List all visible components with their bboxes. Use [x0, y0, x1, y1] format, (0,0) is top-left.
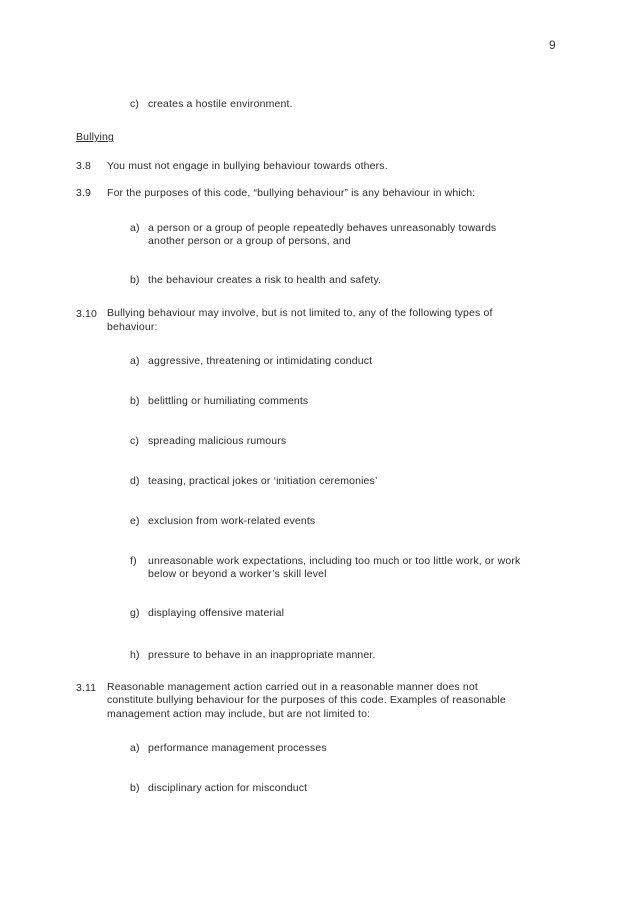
list-item-text: displaying offensive material [148, 607, 285, 619]
list-item-text: disciplinary action for misconduct [148, 782, 308, 794]
list-item-letter: a) [130, 355, 140, 367]
list-item-text: the behaviour creates a risk to health and safety. [148, 274, 382, 286]
page-number: 9 [549, 38, 556, 52]
list-item-letter: b) [130, 782, 140, 794]
list-item-letter: f) [130, 555, 137, 567]
list-item-text: aggressive, threatening or intimidating conduct [148, 355, 373, 367]
paragraph-text: Reasonable management action carried out in a reasonable manner does not [107, 681, 478, 693]
paragraph-text: For the purposes of this code, “bullying behaviour” is any behaviour in which: [107, 187, 476, 199]
section-heading: Bullying [76, 131, 114, 143]
paragraph-text: You must not engage in bullying behaviour towards others. [107, 160, 388, 172]
list-item-text: belittling or humiliating comments [148, 395, 309, 407]
list-item-letter: g) [130, 607, 140, 619]
list-item-letter: c) [130, 98, 140, 110]
paragraph-number: 3.10 [76, 308, 98, 320]
list-item-letter: e) [130, 515, 140, 527]
list-item-text: a person or a group of people repeatedly behaves unreasonably towards [148, 222, 497, 234]
list-item-text: another person or a group of persons, and [148, 235, 351, 247]
paragraph-text: management action may include, but are not limited to: [107, 708, 371, 720]
paragraph-number: 3.8 [76, 160, 92, 172]
paragraph-number: 3.9 [76, 187, 92, 199]
list-item-text: performance management processes [148, 742, 327, 754]
paragraph-text: constitute bullying behaviour for the purposes of this code. Examples of reasonable [107, 694, 506, 706]
list-item-letter: b) [130, 274, 140, 286]
list-item-text: unreasonable work expectations, including too much or too little work, or work [148, 555, 521, 567]
list-item-letter: c) [130, 435, 140, 447]
list-item-text: spreading malicious rumours [148, 435, 287, 447]
paragraph-number: 3.11 [76, 682, 97, 694]
list-item-text: exclusion from work-related events [148, 515, 316, 527]
list-item-letter: b) [130, 395, 140, 407]
list-item-letter: a) [130, 222, 140, 234]
list-item-letter: d) [130, 475, 140, 487]
list-item-text: creates a hostile environment. [148, 98, 293, 110]
list-item-text: teasing, practical jokes or ‘initiation ceremonies’ [148, 475, 378, 487]
paragraph-text: Bullying behaviour may involve, but is not limited to, any of the following types of [107, 307, 493, 319]
paragraph-text: behaviour: [107, 321, 158, 333]
list-item-text: pressure to behave in an inappropriate manner. [148, 649, 376, 661]
list-item-letter: h) [130, 649, 140, 661]
list-item-text: below or beyond a worker’s skill level [148, 568, 327, 580]
list-item-letter: a) [130, 742, 140, 754]
